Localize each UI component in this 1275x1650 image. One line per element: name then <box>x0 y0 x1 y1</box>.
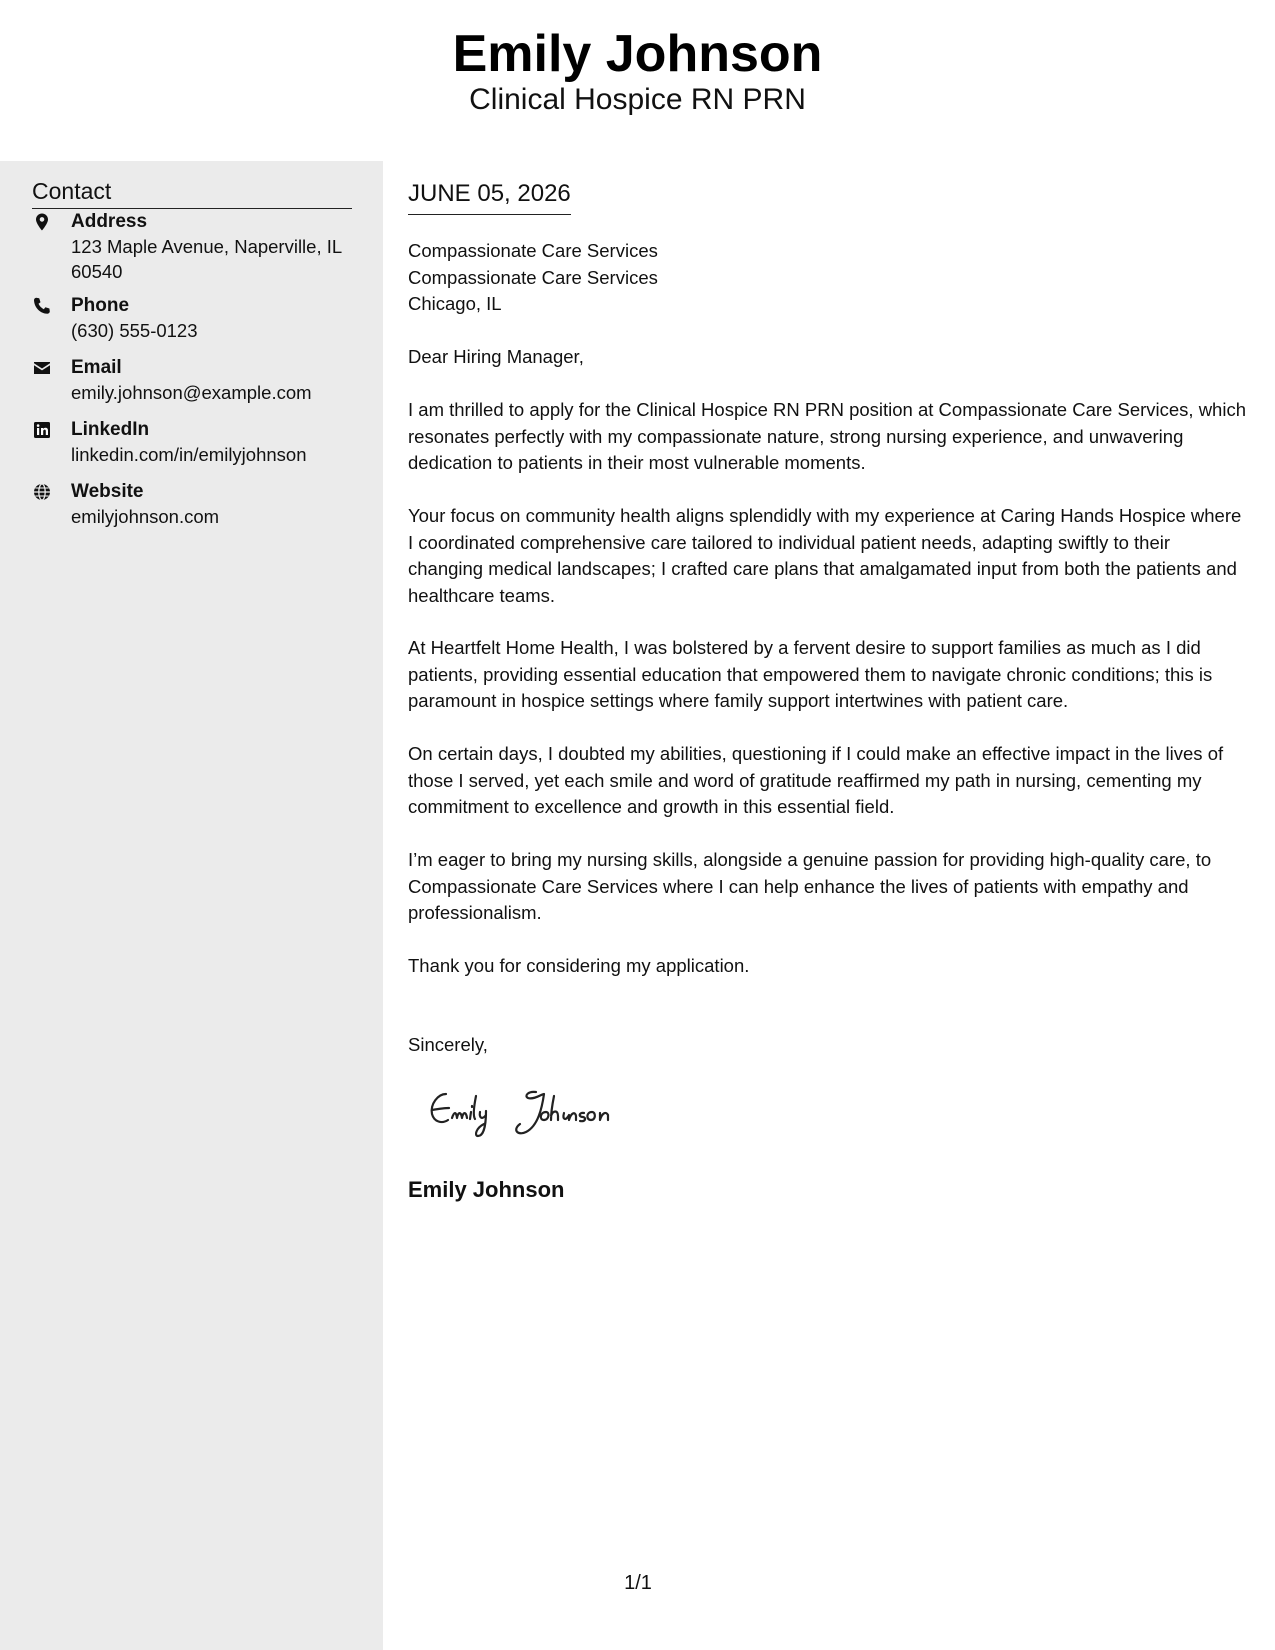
letter-date: JUNE 05, 2026 <box>408 178 571 215</box>
contact-value: emily.johnson@example.com <box>71 382 312 403</box>
letter-header <box>0 0 1275 161</box>
map-pin-icon <box>32 212 54 234</box>
contact-label: Address <box>71 211 148 232</box>
contact-label: Website <box>71 481 144 502</box>
contact-value: 123 Maple Avenue, Naperville, IL 60540 <box>71 236 342 282</box>
contact-label: Email <box>71 357 122 378</box>
globe-icon <box>32 482 54 504</box>
job-title: Clinical Hospice RN PRN <box>469 83 806 116</box>
contact-value: linkedin.com/in/emilyjohnson <box>71 444 307 465</box>
body-paragraph: On certain days, I doubted my abilities, questioning if I could make an effective impact in the lives of those I served, yet each smile and word of gratitude reaffirmed my path in nursing, cementing my commitment to excellence and growth in this essential field. <box>408 743 1224 817</box>
closing-thanks: Thank you for considering my application. <box>408 955 750 976</box>
body-paragraph: Your focus on community health aligns splendidly with my experience at Caring Hands Hospice where I coordinated comprehensive care tailored to individual patient needs, adapting swiftly to their changing medical landscapes; I crafted care plans that amalgamated input from both the patients and healthcare teams. <box>408 505 1242 606</box>
body-paragraph: At Heartfelt Home Health, I was bolstered by a fervent desire to support families as much as I did patients, providing essential education that empowered them to navigate chronic conditions; this is paramount in hospice settings where family support intertwines with patient care. <box>408 637 1213 711</box>
salutation: Dear Hiring Manager, <box>408 346 584 367</box>
recipient-line: Compassionate Care Services <box>408 240 658 261</box>
phone-icon <box>32 296 54 318</box>
contact-value: emilyjohnson.com <box>71 506 220 527</box>
contact-heading: Contact <box>32 176 352 209</box>
body-paragraph: I’m eager to bring my nursing skills, alongside a genuine passion for providing high-quality care, to Compassionate Care Services where I can help enhance the lives of patients with empathy and professionalism. <box>408 849 1212 923</box>
contact-label: Phone <box>71 295 130 316</box>
signer-name: Emily Johnson <box>408 1177 565 1202</box>
sign-off: Sincerely, <box>408 1034 488 1055</box>
envelope-icon <box>32 358 54 380</box>
applicant-name: Emily Johnson <box>452 25 823 83</box>
recipient-line: Compassionate Care Services <box>408 266 658 288</box>
recipient-address <box>408 238 658 318</box>
contact-value: (630) 555-0123 <box>71 320 198 341</box>
recipient-line: Chicago, IL <box>408 293 502 314</box>
page-number: 1/1 <box>624 1572 652 1594</box>
contact-label: LinkedIn <box>71 419 150 440</box>
handwritten-signature <box>424 1082 674 1142</box>
body-paragraph: I am thrilled to apply for the Clinical Hospice RN PRN position at Compassionate Care Services, which resonates perfectly with my compassionate nature, strong nursing experience, and unwavering dedication to patients in their most vulnerable moments. <box>408 399 1246 473</box>
linkedin-icon <box>32 420 54 442</box>
